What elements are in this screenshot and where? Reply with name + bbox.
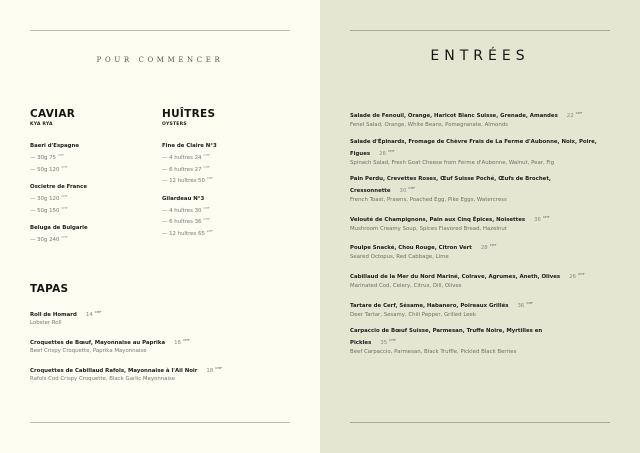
- bottom-divider: [30, 422, 290, 423]
- entree-item: [350, 299, 612, 319]
- item-price: 35: [380, 340, 388, 347]
- currency: CHF: [389, 338, 396, 343]
- pour-commencer-heading: POUR COMMENCER: [96, 56, 224, 64]
- currency: CHF: [203, 153, 210, 157]
- entree-item: [350, 241, 612, 261]
- price-line: [30, 192, 160, 204]
- entree-item: [350, 109, 612, 129]
- item-description: Beef Carpaccio, Parmesan, Black Truffle, Pickled Black Berries: [350, 349, 517, 356]
- currency: CHF: [526, 300, 534, 305]
- top-divider: [350, 30, 610, 31]
- item-price: 26: [569, 273, 576, 280]
- currency: CHF: [542, 214, 550, 219]
- currency: CHF: [408, 186, 416, 191]
- currency: CHF: [206, 176, 213, 180]
- currency: CHF: [57, 153, 65, 157]
- right-page: [320, 0, 640, 453]
- price-text: — 30g 240: [30, 237, 60, 243]
- price-text: — 30g 120: [30, 196, 60, 202]
- caviar-title: CAVIAR: [30, 108, 76, 120]
- entree-item: [350, 327, 612, 356]
- item-description: French Toast, Prawns, Poached Egg, Pike Eggs, Watercress: [350, 197, 507, 204]
- price-text: — 4 huîtres 30: [162, 207, 202, 214]
- currency: CHF: [61, 164, 68, 169]
- item-name: Fine de Claire N°3: [162, 143, 217, 149]
- item-name: Beluga de Bulgarie: [30, 225, 88, 231]
- item-description: Beef Crispy Croquette, Paprika Mayonnaise: [30, 348, 147, 354]
- price-text: — 12 huîtres 50: [162, 178, 205, 184]
- tapas-item: [30, 308, 290, 327]
- tapas-list: [30, 308, 290, 392]
- currency: CHF: [61, 205, 68, 210]
- price-text: — 4 huîtres 24: [162, 155, 202, 161]
- item-description: Marinated Cod, Celery, Citrus, Dill, Olives: [350, 282, 462, 289]
- huitres-list: [162, 143, 292, 248]
- price-line: [162, 215, 292, 227]
- oyster-item: [162, 196, 292, 239]
- item-description: Seared Octopus, Red Cabbage, Lime: [350, 254, 449, 261]
- currency: CHF: [203, 205, 210, 210]
- currency: CHF: [215, 366, 223, 370]
- item-name: Croquettes de Bœuf, Mayonnaise au Paprika: [30, 340, 166, 346]
- entree-item: [350, 270, 612, 290]
- item-name: Roll de Homard: [30, 312, 77, 318]
- item-price: 18: [174, 340, 181, 346]
- tapas-item: [30, 364, 290, 383]
- currency: CHF: [387, 148, 395, 153]
- price-line: [162, 227, 292, 239]
- price-text: — 6 huîtres 27: [162, 166, 202, 173]
- caviar-item: [30, 184, 160, 215]
- item-name: Salade de Fenouil, Orange, Haricot Blanc Suisse, Grenade, Amandes: [350, 113, 558, 119]
- currency: CHF: [577, 271, 585, 276]
- price-line: [162, 204, 292, 216]
- item-name: Velouté de Champignons, Pain aux Cinq Épices, Noisettes: [350, 216, 526, 223]
- price-text: — 50g 120: [30, 166, 60, 173]
- entree-item: [350, 138, 612, 167]
- bottom-divider: [350, 422, 610, 423]
- item-name: Oscietre de France: [30, 184, 87, 190]
- item-price: 30: [399, 188, 407, 195]
- currency: CHF: [206, 228, 213, 233]
- currency: CHF: [203, 217, 210, 221]
- item-name: Cabillaud de la Mer du Nord Mariné, Colrave, Agrumes, Aneth, Olives: [350, 273, 561, 280]
- currency: CHF: [575, 111, 583, 115]
- item-name: Baeri d'Espagne: [30, 143, 80, 149]
- currency: CHF: [489, 243, 497, 248]
- item-price: 36: [534, 216, 541, 223]
- item-name: Pain Perdu, Crevettes Roses, Œuf Suisse Poché, Œufs de Brochet, Cressonnette: [350, 176, 551, 195]
- item-price: 36: [517, 302, 525, 309]
- item-name: Poulpe Snacké, Chou Rouge, Citron Vert: [350, 245, 472, 252]
- entrees-list: [350, 109, 612, 365]
- item-description: Mushroom Creamy Soup, Spices Flavored Bread, Hazelnut: [350, 225, 507, 232]
- caviar-item: [30, 225, 160, 245]
- item-description: Deer Tartar, Sesamy, Chili Pepper, Grilled Leek: [350, 311, 476, 318]
- price-line: [30, 233, 160, 245]
- caviar-list: [30, 143, 160, 255]
- entrees-heading: ENTRÉES: [430, 48, 530, 64]
- price-line: [162, 174, 292, 186]
- item-description: Rafols Cod Crispy Croquette, Black Garlic Mayonnaise: [30, 376, 176, 382]
- huitres-title: HUÎTRES: [162, 108, 216, 120]
- price-text: — 30g 75: [30, 155, 56, 161]
- item-description: Lobster Roll: [30, 320, 62, 326]
- item-name: Croquettes de Cabillaud Rafols, Mayonnaise à l'Ail Noir: [30, 368, 198, 374]
- huitres-subtitle: OYSTERS: [162, 122, 187, 127]
- item-name: Tartare de Cerf, Sésame, Habanero, Poireaux Grillés: [350, 302, 509, 309]
- item-name: Gilardeau N°3: [162, 195, 205, 202]
- caviar-subtitle: KYA RYA: [30, 122, 53, 127]
- item-name: Salade d'Épinards, Fromage de Chèvre Frais de La Ferme d'Aubonne, Noix, Poire, Figues: [350, 138, 597, 157]
- item-description: Spinach Salad, Fresh Goat Cheese from Ferme d'Aubonne, Walnut, Pear, Fig: [350, 159, 555, 166]
- price-text: — 12 huîtres 65: [162, 230, 205, 237]
- currency: CHF: [61, 194, 68, 198]
- price-text: — 6 huîtres 36: [162, 219, 202, 225]
- top-divider: [30, 30, 290, 31]
- item-price: 18: [206, 368, 214, 374]
- currency: CHF: [203, 164, 210, 169]
- tapas-title: TAPAS: [30, 283, 69, 295]
- currency: CHF: [182, 338, 190, 342]
- item-name: Carpaccio de Bœuf Suisse, Parmesan, Truffe Noire, Myrtilles en Pickles: [350, 328, 543, 347]
- currency: CHF: [61, 235, 68, 239]
- item-price: 22: [566, 113, 574, 119]
- oyster-item: [162, 143, 292, 186]
- entree-item: [350, 213, 612, 233]
- price-line: [30, 151, 160, 163]
- price-text: — 50g 150: [30, 207, 60, 214]
- entree-item: [350, 175, 612, 204]
- tapas-item: [30, 336, 290, 355]
- item-price: 14: [85, 312, 93, 318]
- currency: CHF: [94, 310, 102, 314]
- price-line: [30, 163, 160, 175]
- price-line: [162, 163, 292, 175]
- item-price: 28: [480, 245, 488, 252]
- item-price: 26: [379, 150, 386, 157]
- price-line: [162, 151, 292, 163]
- item-description: Fenel Salad, Orange, White Beans, Pomegranate, Almonds: [350, 122, 508, 128]
- caviar-item: [30, 143, 160, 174]
- price-line: [30, 204, 160, 216]
